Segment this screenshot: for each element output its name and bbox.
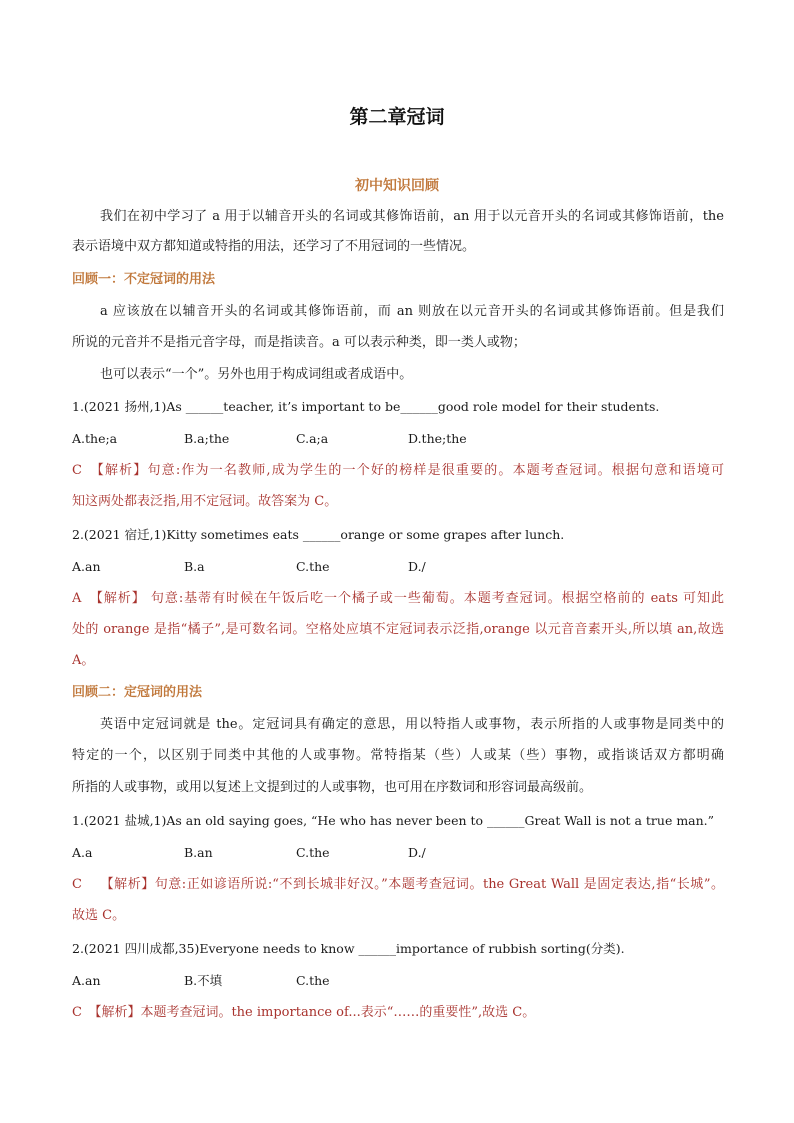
review2-q1-options <box>72 843 724 863</box>
option-d: D./ <box>408 559 426 574</box>
review1-q1-stem: 1.(2021 扬州,1)As ______teacher, it’s important to be______good role model for their students. <box>72 399 660 414</box>
review1-q2-stem: 2.(2021 宿迁,1)Kitty sometimes eats ______orange or some grapes after lunch. <box>72 527 565 542</box>
review2-q2-answer-1: C 【解析】本题考查冠词。the importance of...表示“……的重要性”,故选 C。 <box>72 1005 536 1020</box>
review2-q1-stem: 1.(2021 盐城,1)As an old saying goes, “He who has never been to ______Great Wall is not a true man.” <box>72 813 715 828</box>
chapter-title: 第二章冠词 <box>349 106 445 128</box>
option-d: D.the;the <box>408 431 467 446</box>
review2-q1-answer-1: C 【解析】句意:正如谚语所说:“不到长城非好汉。”本题考查冠词。the Great Wall 是固定表达,指“长城”。 <box>72 877 724 892</box>
review2-heading: 回顾二：定冠词的用法 <box>72 685 203 700</box>
review1-q2-options <box>72 557 724 577</box>
option-b: B.a <box>184 559 205 574</box>
option-a: A.an <box>72 973 101 988</box>
review2-q2-stem: 2.(2021 四川成都,35)Everyone needs to know ______importance of rubbish sorting(分类). <box>72 941 625 956</box>
review2-q2-options <box>72 971 724 991</box>
option-b: B.不填 <box>184 973 223 988</box>
option-a: A.a <box>72 845 93 860</box>
review1-q1-options <box>72 429 724 449</box>
review2-text-2: 特定的一个，以区别于同类中其他的人或事物。常特指某（些）人或某（些）事物，或指谈话双方都明确 <box>72 748 724 763</box>
option-a: A.an <box>72 559 101 574</box>
review1-q1-answer-1: C 【解析】句意:作为一名教师,成为学生的一个好的榜样是很重要的。本题考查冠词。根据句意和语境可 <box>72 463 724 478</box>
option-c: C.the <box>296 973 330 988</box>
review2-text-1: 英语中定冠词就是 the。定冠词具有确定的意思，用以特指人或事物，表示所指的人或事物是同类中的 <box>100 717 724 732</box>
option-c: C.the <box>296 845 330 860</box>
option-b: B.a;the <box>184 431 230 446</box>
review1-text-1: a 应该放在以辅音开头的名词或其修饰语前，而 an 则放在以元音开头的名词或其修饰语前。但是我们 <box>100 304 724 319</box>
review1-heading: 回顾一：不定冠词的用法 <box>72 272 216 287</box>
option-c: C.a;a <box>296 431 329 446</box>
review2-text-3: 所指的人或事物，或用以复述上文提到过的人或事物，也可用在序数词和形容词最高级前。 <box>72 780 593 795</box>
intro-line-1: 我们在初中学习了 a 用于以辅音开头的名词或其修饰语前，an 用于以元音开头的名词或其修饰语前，the <box>100 209 724 224</box>
section-title: 初中知识回顾 <box>355 178 439 194</box>
option-a: A.the;a <box>72 431 118 446</box>
review1-q1-answer-2: 知这两处都表泛指,用不定冠词。故答案为 C。 <box>72 494 338 509</box>
review1-q2-answer-2: 处的 orange 是指“橘子”,是可数名词。空格处应填不定冠词表示泛指,orange 以元音音素开头,所以填 an,故选 <box>72 622 724 637</box>
option-c: C.the <box>296 559 330 574</box>
review1-q2-answer-3: A。 <box>72 653 95 668</box>
review2-q1-answer-2: 故选 C。 <box>72 908 126 923</box>
option-d: D./ <box>408 845 426 860</box>
review1-text-2: 所说的元音并不是指元音字母，而是指读音。a 可以表示种类，即一类人或物； <box>72 335 526 350</box>
option-b: B.an <box>184 845 213 860</box>
review1-q2-answer-1: A 【解析】 句意:基蒂有时候在午饭后吃一个橘子或一些葡萄。本题考查冠词。根据空格前的 eats 可知此 <box>72 591 724 606</box>
review1-text-3: 也可以表示“一个”。另外也用于构成词组或者成语中。 <box>100 367 413 382</box>
intro-line-2: 表示语境中双方都知道或特指的用法，还学习了不用冠词的一些情况。 <box>72 239 476 254</box>
